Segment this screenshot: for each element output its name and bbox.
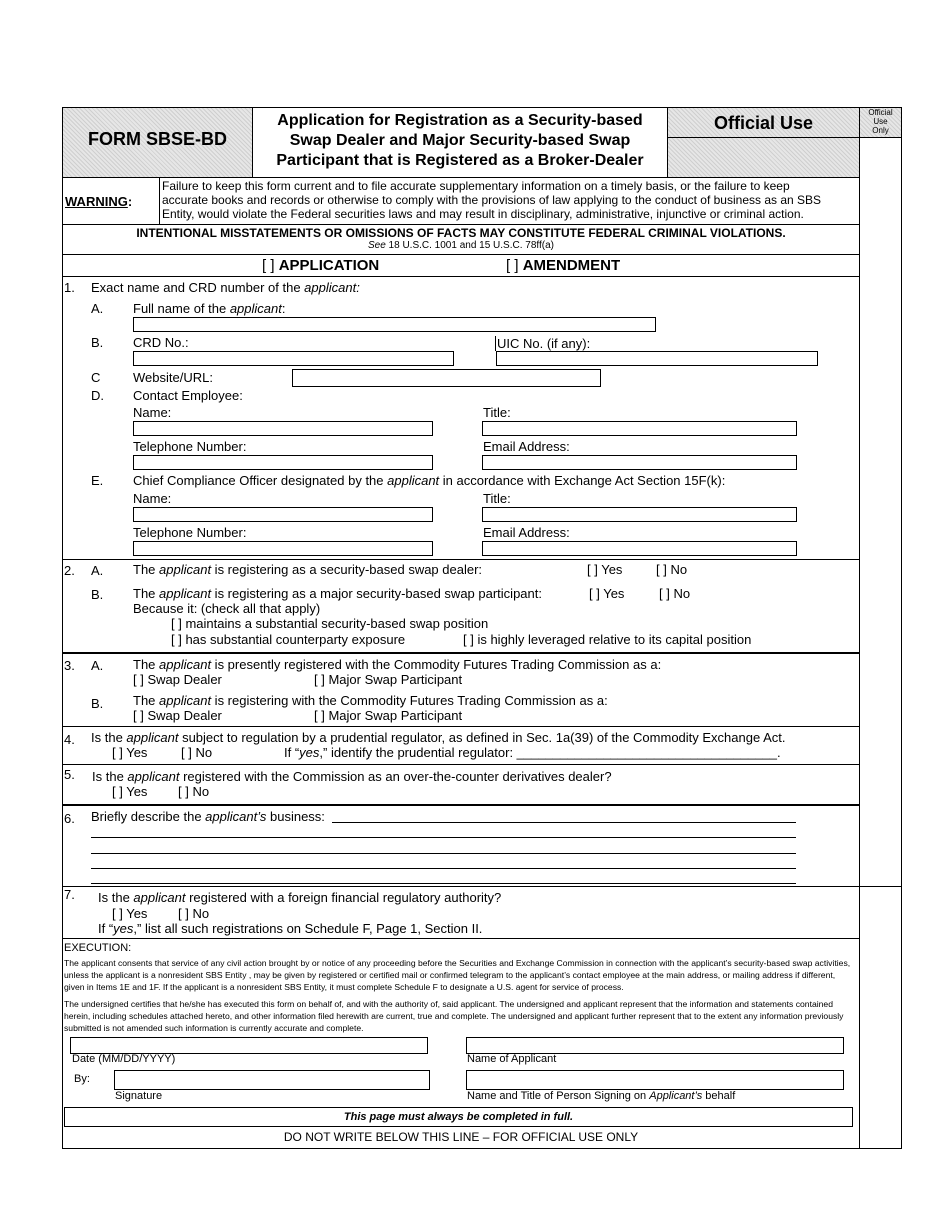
q4-bottom-line (62, 764, 859, 765)
q6-answer-line-5[interactable] (91, 883, 796, 884)
official-use-cell (668, 108, 859, 177)
q2b-the: The (133, 586, 160, 601)
execution-para2: The undersigned certifies that he/she has executed this form on behalf of, and with the authority of, said applicant. The undersigned and applicant represent that the information and statements contained herein, including schedules attached hereto, and other information filed herewith are current, true and complete. The undersigned and applicant further represent that to the extent any information previously submitted is not amended such information is currently accurate and complete. (64, 999, 844, 1033)
q1a-letter: A. (91, 301, 104, 316)
contact-telephone-field[interactable] (133, 455, 433, 470)
date-label: Date (MM/DD/YYYY) (72, 1053, 176, 1065)
signature-label: Signature (115, 1090, 163, 1102)
q1b-letter: B. (91, 335, 104, 350)
contact-title-label: Title: (483, 405, 511, 420)
q2-number: 2. (64, 563, 75, 578)
uic-field[interactable] (496, 351, 818, 366)
q5-yes[interactable]: [ ] Yes (112, 784, 148, 799)
q3b-swap-dealer[interactable]: [ ] Swap Dealer (133, 708, 222, 723)
must-complete-text: This page must always be completed in full. (343, 1111, 574, 1123)
q2b-option-leveraged[interactable]: [ ] is highly leveraged relative to its capital position (463, 632, 752, 647)
q7-number: 7. (64, 887, 75, 902)
q2b-because: Because it: (check all that apply) (133, 601, 321, 616)
execution-para1: The applicant consents that service of any civil action brought by or notice of any proceeding before the Securities and Exchange Commission in connection with the applicant’s security-based swap activities, unless the applicant is a nonresident SBS Entity , may be given by registered or certified mail or confirmed telegram to the applicant’s contact employee at the main address, or mailing address if different, given in Items 1E and 1F. If the applicant is a nonresident SBS Entity, it must complete Schedule F to designate a U.S. agent for service of process. (64, 958, 851, 992)
warning-divider (159, 177, 160, 224)
official-use-only-3: Only (872, 126, 889, 135)
q5-applicant: applicant (127, 769, 180, 784)
cco-label-a: Chief Compliance Officer designated by the (133, 473, 388, 488)
application-option[interactable] (262, 257, 379, 275)
misstatement-warning: INTENTIONAL MISSTATEMENTS OR OMISSIONS OF FACTS MAY CONSTITUTE FEDERAL CRIMINAL VIOLATIONS. (136, 226, 786, 240)
q3b-applicant: applicant (159, 693, 212, 708)
amendment-option[interactable] (506, 257, 620, 275)
full-name-label (133, 301, 286, 317)
q3a-applicant: applicant (159, 657, 212, 672)
q6-answer-line-4[interactable] (91, 868, 796, 869)
q2b-applicant: applicant (159, 586, 212, 601)
application-checkbox[interactable]: [ ] (262, 257, 275, 274)
cco-telephone-label: Telephone Number: (133, 525, 247, 540)
q7-body: registered with a foreign financial regulatory authority? (185, 890, 502, 905)
q4-body: subject to regulation by a prudential regulator, as defined in Sec. 1a(39) of the Commodity Exchange Act. (178, 730, 786, 745)
q2a-applicant: applicant (159, 562, 212, 577)
q2b-body: is registering as a major security-based swap participant: (211, 586, 542, 601)
full-name-label-i: applicant (229, 301, 282, 316)
contact-title-field[interactable] (482, 421, 797, 436)
cco-name-label: Name: (133, 491, 172, 506)
signer-name-title-field[interactable] (466, 1070, 844, 1090)
q3-number: 3. (64, 658, 75, 673)
cco-name-field[interactable] (133, 507, 433, 522)
q4-if-end: ,” identify the prudential regulator: ____________________________________. (319, 745, 781, 760)
q1-text (91, 280, 360, 296)
website-field[interactable] (292, 369, 601, 387)
form-id: FORM SBSE-BD (88, 129, 227, 149)
must-complete-box (64, 1107, 853, 1127)
q1-text-a: Exact name and CRD number of the (91, 280, 305, 295)
q7-if-yes (98, 921, 482, 937)
uic-label-tick (495, 336, 496, 351)
signer-label-a: Name and Title of Person Signing on (467, 1090, 650, 1102)
official-use-label: Official Use (713, 113, 814, 133)
warning-label (65, 194, 132, 210)
cco-title-label: Title: (483, 491, 511, 506)
q4-number: 4. (64, 732, 75, 747)
application-label: APPLICATION (278, 257, 380, 274)
signature-field[interactable] (114, 1070, 430, 1090)
signer-label-i: Applicant’s (649, 1090, 703, 1102)
q4-yes[interactable]: [ ] Yes (112, 745, 148, 760)
contact-name-label: Name: (133, 405, 172, 420)
official-use-only-1: Official (868, 108, 893, 117)
q4-is-the: Is the (91, 730, 127, 745)
filing-type-bottom-line (62, 276, 859, 277)
q2b-option-position[interactable]: [ ] maintains a substantial security-based swap position (171, 616, 489, 631)
q4-text (91, 730, 786, 746)
q2a-body: is registering as a security-based swap dealer: (211, 562, 483, 577)
q3a-the: The (133, 657, 160, 672)
warning-bottom-line (62, 224, 859, 225)
form-id-cell (63, 108, 253, 177)
form-title-line2: Swap Dealer and Major Security-based Swap (289, 132, 631, 149)
official-use-only-cell (860, 108, 901, 138)
q7-yes-i: yes (113, 921, 134, 936)
q2a-text (133, 562, 482, 578)
q5-text (92, 769, 612, 785)
q6-text-end: business: (266, 809, 325, 824)
cco-email-label: Email Address: (483, 525, 570, 540)
q3b-major-swap[interactable]: [ ] Major Swap Participant (314, 708, 463, 723)
q6-text-a: Briefly describe the (91, 809, 206, 824)
q6-number: 6. (64, 811, 75, 826)
q5-no[interactable]: [ ] No (178, 784, 210, 799)
q6-text (91, 809, 325, 825)
q6-answer-line-1[interactable] (332, 822, 796, 823)
q5-bottom-line (62, 804, 859, 806)
q7-yes[interactable]: [ ] Yes (112, 906, 148, 921)
q6-applicant: applicant’s (205, 809, 267, 824)
q2a-the: The (133, 562, 160, 577)
q2-bottom-line (62, 652, 859, 654)
q5-body: registered with the Commission as an over-the-counter derivatives dealer? (179, 769, 612, 784)
q6-answer-line-3[interactable] (91, 853, 796, 854)
citation-text: 18 U.S.C. 1001 and 15 U.S.C. 78ff(a) (385, 240, 555, 251)
full-name-label-end: : (281, 301, 286, 316)
website-label: Website/URL: (133, 370, 213, 385)
q7-applicant: applicant (133, 890, 186, 905)
q3b-text (133, 693, 608, 709)
q4-no[interactable]: [ ] No (181, 745, 213, 760)
crd-field[interactable] (133, 351, 454, 366)
warning-line2: accurate books and records or otherwise to comply with the provisions of law applying to the conduct of business as an SBS (162, 193, 822, 207)
cco-label-b: in accordance with Exchange Act Section 15F(k): (439, 473, 726, 488)
form-title-cell (253, 108, 668, 177)
full-name-field[interactable] (133, 317, 656, 332)
q5-number: 5. (64, 767, 75, 782)
q3b-the: The (133, 693, 160, 708)
q3a-text (133, 657, 661, 673)
q2b-option-exposure[interactable]: [ ] has substantial counterparty exposure (171, 632, 406, 647)
official-column-divider (859, 107, 860, 1149)
cco-label-i: applicant (387, 473, 440, 488)
contact-employee-label: Contact Employee: (133, 388, 243, 403)
q7-is-the: Is the (98, 890, 134, 905)
q5-is-the: Is the (92, 769, 128, 784)
q6-bottom-line (62, 886, 902, 887)
q7-if-end: ,” list all such registrations on Schedule F, Page 1, Section II. (133, 921, 483, 936)
q2a-letter: A. (91, 563, 104, 578)
execution-label: EXECUTION: (64, 942, 132, 954)
q6-answer-line-2[interactable] (91, 837, 796, 838)
q3a-body: is presently registered with the Commodity Futures Trading Commission as a: (211, 657, 662, 672)
citation-bottom-line (62, 254, 859, 255)
crd-label: CRD No.: (133, 335, 189, 350)
q2b-letter: B. (91, 587, 104, 602)
q7-if: If “ (98, 921, 114, 936)
q1c-letter: C (91, 370, 101, 385)
by-label: By: (74, 1073, 90, 1085)
q1e-letter: E. (91, 473, 104, 488)
form-title-line3: Participant that is Registered as a Broker-Dealer (276, 152, 644, 169)
q2b-yes[interactable]: [ ] Yes (589, 586, 625, 601)
signer-label-end: behalf (702, 1090, 736, 1102)
full-name-label-a: Full name of the (133, 301, 230, 316)
uic-label: UIC No. (if any): (497, 336, 591, 351)
applicant-name-label: Name of Applicant (467, 1053, 557, 1065)
q3-bottom-line (62, 726, 859, 727)
q2a-yes[interactable]: [ ] Yes (587, 562, 623, 577)
q1-number: 1. (64, 280, 75, 295)
official-use-subline (668, 137, 859, 138)
signer-name-title-label (467, 1089, 735, 1103)
q7-text (98, 890, 501, 906)
see-label: See (367, 240, 386, 251)
contact-telephone-label: Telephone Number: (133, 439, 247, 454)
q4-yes-i: yes (299, 745, 320, 760)
cco-telephone-field[interactable] (133, 541, 433, 556)
contact-email-label: Email Address: (483, 439, 570, 454)
statute-citation (63, 240, 859, 252)
contact-email-field[interactable] (482, 455, 797, 470)
q7-no[interactable]: [ ] No (178, 906, 210, 921)
q3b-body: is registering with the Commodity Futures Trading Commission as a: (211, 693, 608, 708)
cco-title-field[interactable] (482, 507, 797, 522)
q4-if: If “ (284, 745, 300, 760)
cco-email-field[interactable] (482, 541, 797, 556)
q4-identify-regulator[interactable] (284, 745, 781, 761)
warning-line1: Failure to keep this form current and to file accurate supplementary information on a timely basis, or the failure to keep (162, 179, 790, 193)
cco-label (133, 473, 725, 489)
warning-label-text: WARNING (65, 194, 128, 209)
q1d-letter: D. (91, 388, 104, 403)
official-use-only-2: Use (873, 117, 888, 126)
q3b-letter: B. (91, 696, 104, 711)
q3a-letter: A. (91, 658, 104, 673)
q4-applicant: applicant (126, 730, 179, 745)
q1-text-i: applicant: (304, 280, 360, 295)
q7-bottom-line (62, 938, 859, 939)
q2b-no[interactable]: [ ] No (659, 586, 691, 601)
q2b-text (133, 586, 542, 602)
q3a-major-swap[interactable]: [ ] Major Swap Participant (314, 672, 463, 687)
form-title-line1: Application for Registration as a Security-based (277, 112, 643, 129)
amendment-checkbox[interactable]: [ ] (506, 257, 519, 274)
warning-colon: : (127, 194, 133, 209)
q2a-no[interactable]: [ ] No (656, 562, 688, 577)
warning-line3: Entity, would violate the Federal securities laws and may result in disciplinary, administrative, injunctive or criminal action. (162, 207, 804, 221)
do-not-write-notice: DO NOT WRITE BELOW THIS LINE – FOR OFFICIAL USE ONLY (283, 1130, 639, 1144)
amendment-label: AMENDMENT (522, 257, 621, 274)
q1-bottom-line (62, 559, 859, 560)
q3a-swap-dealer[interactable]: [ ] Swap Dealer (133, 672, 222, 687)
contact-name-field[interactable] (133, 421, 433, 436)
header-bottom-line (62, 177, 859, 178)
